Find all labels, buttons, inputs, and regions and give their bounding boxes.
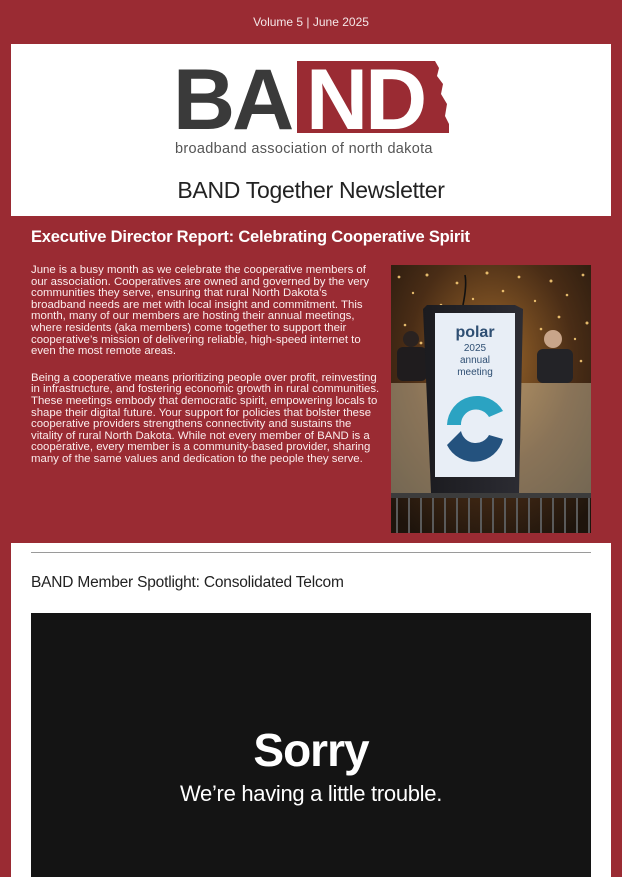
- video-player[interactable]: [31, 613, 591, 877]
- issue-bar: [0, 0, 622, 44]
- sign-line-2: meeting: [457, 367, 493, 378]
- spotlight-section: [11, 543, 611, 877]
- sign-year: 2025: [463, 343, 487, 354]
- video-error-title: Sorry: [253, 724, 369, 776]
- svg-text:BA: BA: [173, 58, 292, 144]
- header-card: [11, 44, 611, 216]
- report-paragraph: Being a cooperative means prioritizing people over profit, reinvesting in infrastructure, and fostering economic growth in rural communities. These meetings embody that democratic spirit, empowering locals to shape their digital future. Your support for policies that bolster these cooperative providers strengthens connectivity and sustains the vitality of rural North Dakota. While not every member of BAND is a cooperative, every member is a community-based provider, sharing many of the same values and dedication to the people they serve.: [31, 371, 380, 465]
- executive-report-title: Executive Director Report: Celebrating Cooperative Spirit: [31, 228, 470, 246]
- sign-brand: polar: [455, 324, 495, 341]
- spotlight-title: BAND Member Spotlight: Consolidated Telcom: [31, 574, 344, 591]
- report-paragraph: June is a busy month as we celebrate the cooperative members of our association. Cooperatives are owned and governed by the very communities they serve, ensuring that rural North Dakota’s broadband needs are met with local insight and commitment. This month, many of our members are hosting their annual meetings, where residents (aka members) come together to support their cooperative’s mission of delivering reliable, high-speed internet to even the most remote areas.: [31, 264, 370, 358]
- band-logo[interactable]: [173, 58, 459, 162]
- newsletter-title: BAND Together Newsletter: [177, 177, 445, 203]
- issue-label: Volume 5 | June 2025: [253, 15, 369, 29]
- svg-text:ND: ND: [306, 58, 425, 144]
- executive-report-body: [31, 265, 383, 481]
- annual-meeting-photo: [391, 265, 591, 533]
- logo-graphic: [173, 58, 459, 144]
- logo-tagline: broadband association of north dakota: [175, 141, 433, 157]
- section-divider: [31, 552, 591, 553]
- video-error-message: We’re having a little trouble.: [179, 781, 443, 806]
- sign-line-1: annual: [459, 355, 491, 366]
